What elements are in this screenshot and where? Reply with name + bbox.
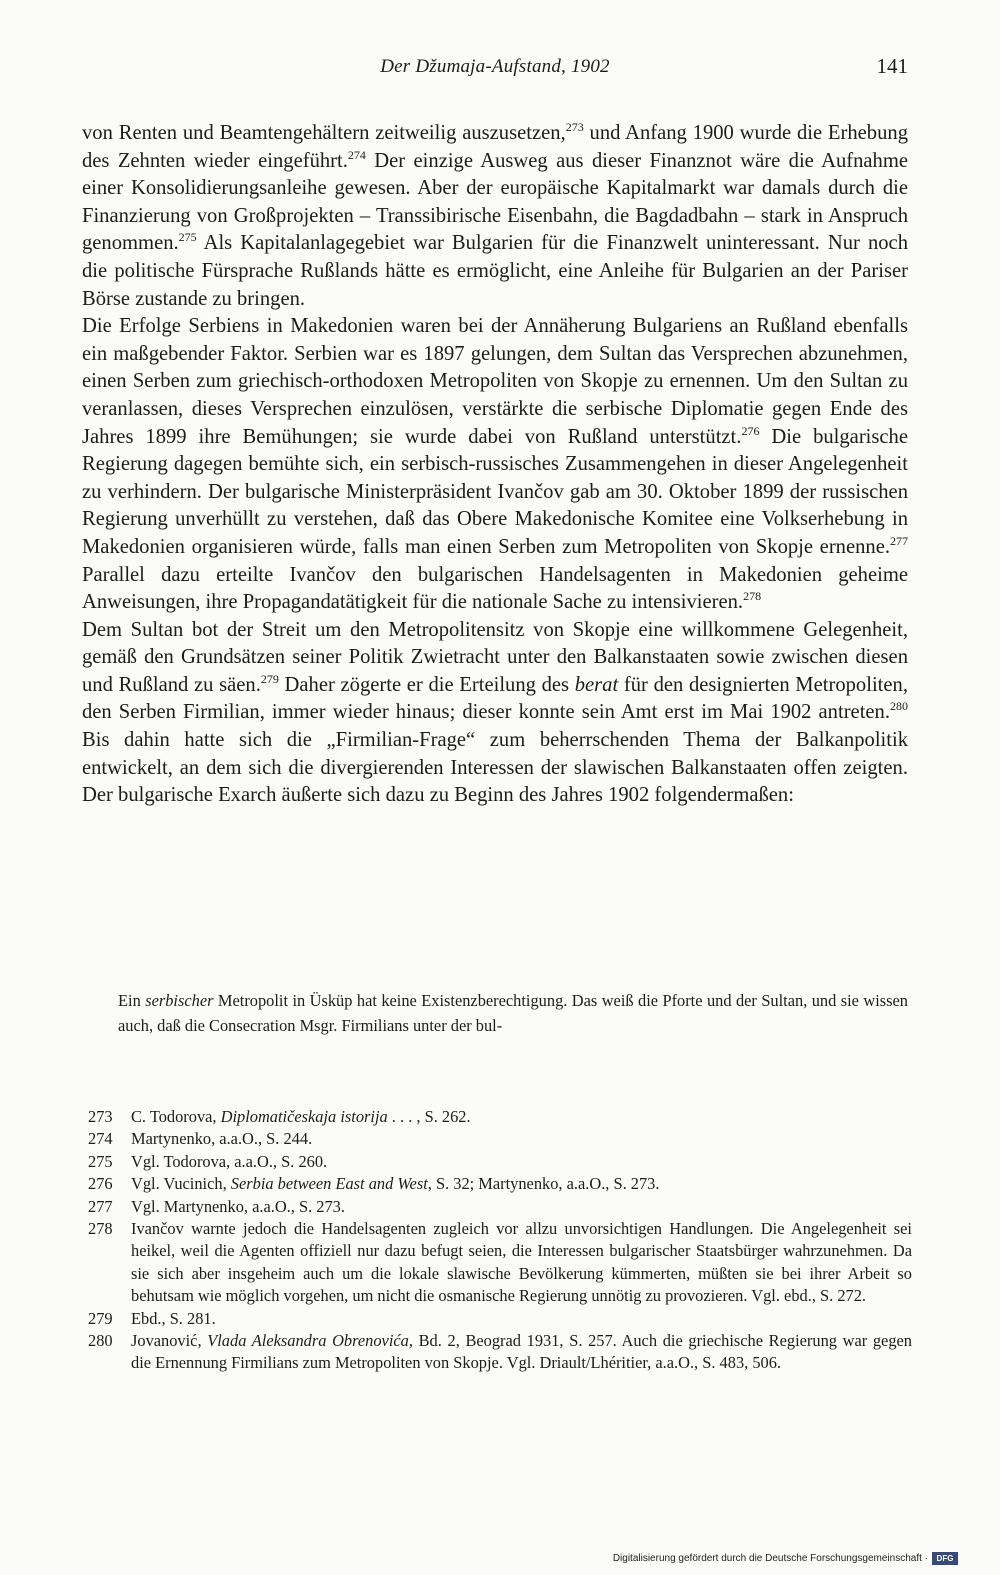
footnote-number: 280 — [88, 1331, 113, 1351]
footnotes — [88, 1106, 912, 1375]
footnote-ref-280[interactable]: 280 — [890, 699, 908, 714]
footnote-273 — [88, 1106, 912, 1128]
footnote-ref-279[interactable]: 279 — [260, 671, 279, 686]
footnote-ref-277[interactable]: 277 — [890, 533, 908, 548]
text-run: für den designierten Metropoliten, den Serben Firmilian, immer wieder hinaus; dieser konnte sein Amt erst im Mai 1902 antreten. — [82, 673, 908, 724]
text-run: und Anfang 1900 wurde die Erhebung des Zehnten wieder eingeführt. — [82, 122, 908, 172]
footnote-text — [131, 1308, 912, 1330]
text-run: Vgl. Vucinich, — [131, 1174, 231, 1194]
footnote-text — [131, 1173, 912, 1195]
italic-title: Serbia between East and West — [230, 1174, 428, 1194]
footnote-number: 273 — [88, 1107, 113, 1126]
footnote-ref-273[interactable]: 273 — [565, 120, 584, 134]
footnote-ref-276[interactable]: 276 — [741, 423, 760, 438]
text-run: Jovanović, — [131, 1331, 208, 1351]
text-run: Die Erfolge Serbiens in Makedonien waren bei der Annäherung Bulgariens an Rußland ebenfalls ein maßgebender Faktor. Serbien war es 1897 gelungen, dem Sultan das Versprechen abzunehmen, einen Serben zum griechisch-orthodoxen Metropoliten von Skopje zu ernennen. Um den Sultan zu veranlassen, dieses Versprechen einzulösen, verstärkte die serbische Diplomatie gegen Ende des Jahres 1899 ihre Bemühungen; sie wurde dabei von Rußland unterstützt. — [82, 315, 908, 448]
digitization-notice — [613, 1552, 958, 1565]
paragraph-2 — [82, 313, 908, 617]
text-run: Ebd., S. 281. — [131, 1308, 216, 1328]
footnote-277 — [88, 1196, 912, 1218]
text-run: Als Kapitalanlagegebiet war Bulgarien für die Finanzwelt uninteressant. Nur noch die politische Fürsprache Rußlands hätte es ermöglicht, eine Anleihe für Bulgarien an der Pariser Börse zustande zu bringen. — [82, 232, 908, 310]
text-run: Daher zögerte er die Erteilung des — [278, 673, 575, 696]
paragraph-1 — [82, 120, 908, 313]
italic-title: Vlada Aleksandra Obrenovića — [207, 1331, 409, 1351]
italic-term: berat — [574, 673, 619, 696]
text-run: Parallel dazu erteilte Ivančov den bulgarischen Handelsagenten in Makedonien geheime Anweisungen, ihre Propagandatätigkeit für die nationale Sache zu intensivieren. — [82, 563, 908, 614]
body-text — [82, 120, 908, 810]
text-run: , Bd. 2, Beograd 1931, S. 257. Auch die griechische Regierung war gegen die Ernennung Firmilians zum Metropoliten von Skopje. Vgl. Driault/Lhéritier, a.a.O., S. 483, 506. — [131, 1331, 912, 1373]
footnote-text — [131, 1218, 912, 1308]
text-run: Martynenko, a.a.O., S. 244. — [131, 1129, 313, 1149]
digitization-text: Digitalisierung gefördert durch die Deutsche Forschungsgemeinschaft · — [612, 1553, 928, 1564]
text-run: C. Todorova, — [131, 1107, 221, 1126]
footnote-279 — [88, 1308, 912, 1330]
footnote-text — [131, 1330, 912, 1375]
text-run: Der einzige Ausweg aus dieser Finanznot wäre die Aufnahme einer Konsolidierungsanleihe gewesen. Aber der europäische Kapitalmarkt war damals durch die Finanzierung von Großprojekten – Transsibirische Eisenbahn, die Bagdadbahn – stark in Anspruch genommen. — [82, 149, 908, 255]
running-head — [82, 56, 908, 84]
footnote-276 — [88, 1173, 912, 1195]
footnote-278 — [88, 1218, 912, 1308]
text-run: Vgl. Todorova, a.a.O., S. 260. — [131, 1151, 328, 1171]
text-run: . . . , S. 262. — [387, 1107, 471, 1126]
page-number: 141 — [876, 54, 908, 78]
footnote-number: 275 — [88, 1151, 113, 1171]
text-run: Metropolit in Üsküp hat keine Existenzberechtigung. Das weiß die Pforte und der Sultan, und sie wissen auch, daß die Consecration Msgr. Firmilians unter der bul- — [118, 991, 909, 1035]
running-title: Der Džumaja-Aufstand, 1902 — [380, 56, 610, 77]
footnote-text — [131, 1106, 912, 1128]
footnote-number: 277 — [88, 1196, 113, 1216]
footnote-ref-278[interactable]: 278 — [743, 589, 762, 604]
text-run: Dem Sultan bot der Streit um den Metropolitensitz von Skopje eine willkommene Gelegenheit, gemäß den Grundsätzen seiner Politik Zwietracht unter den Balkanstaaten sowie zwischen diesen und Rußland zu säen. — [82, 618, 908, 696]
paragraph-3 — [82, 617, 908, 810]
text-run: Ein — [118, 991, 146, 1010]
text-run: Die bulgarische Regierung dagegen bemühte sich, ein serbisch-russisches Zusammengehen in dieser Angelegenheit zu verhindern. Der bulgarische Ministerpräsident Ivančov gab am 30. Oktober 1899 der russischen Regierung unverhüllt zu verstehen, daß das Obere Makedonische Komitee eine Volkserhebung in Makedonien organisieren würde, falls man einen Serben zum Metropoliten von Skopje ernenne. — [82, 425, 908, 558]
footnote-text — [131, 1196, 912, 1218]
footnote-number: 274 — [88, 1129, 113, 1149]
footnote-280 — [88, 1330, 912, 1375]
italic-term: serbischer — [145, 991, 214, 1010]
text-run: Vgl. Martynenko, a.a.O., S. 273. — [131, 1196, 345, 1216]
footnote-number: 278 — [88, 1219, 113, 1239]
dfg-logo-icon: DFG — [932, 1552, 958, 1565]
footnote-274 — [88, 1128, 912, 1150]
footnote-ref-274[interactable]: 274 — [347, 147, 366, 162]
footnote-275 — [88, 1151, 912, 1173]
text-run: Bis dahin hatte sich die „Firmilian-Frage“ zum beherrschenden Thema der Balkanpolitik entwickelt, an dem sich die divergierenden Interessen der slawischen Balkanstaaten offen zeigten. Der bulgarische Exarch äußerte sich dazu zu Beginn des Jahres 1902 folgendermaßen: — [82, 729, 908, 807]
footnote-ref-275[interactable]: 275 — [178, 230, 197, 245]
footnote-number: 276 — [88, 1174, 113, 1194]
footnote-text — [131, 1128, 912, 1150]
footnote-text — [131, 1151, 912, 1173]
text-run: , S. 32; Martynenko, a.a.O., S. 273. — [427, 1174, 660, 1194]
block-quote — [118, 988, 908, 1038]
footnote-number: 279 — [88, 1308, 113, 1328]
text-run: Ivančov warnte jedoch die Handelsagenten zugleich vor allzu unvorsichtigen Handlungen. Die Angelegenheit sei heikel, weil die Agenten offiziell nur dazu befugt seien, die Interessen bulgarischer Staatsbürger wahrzunehmen. Da sie sich aber insgeheim auch um die lokale slawische Bevölkerung kümmerten, müßten sie bei ihrer Arbeit so behutsam wie möglich vorgehen, um nicht die osmanische Regierung unnötig zu provozieren. Vgl. ebd., S. 272. — [131, 1219, 912, 1306]
italic-title: Diplomatičeskaja istorija — [220, 1107, 388, 1126]
text-run: von Renten und Beamtengehältern zeitweilig auszusetzen, — [82, 122, 566, 144]
